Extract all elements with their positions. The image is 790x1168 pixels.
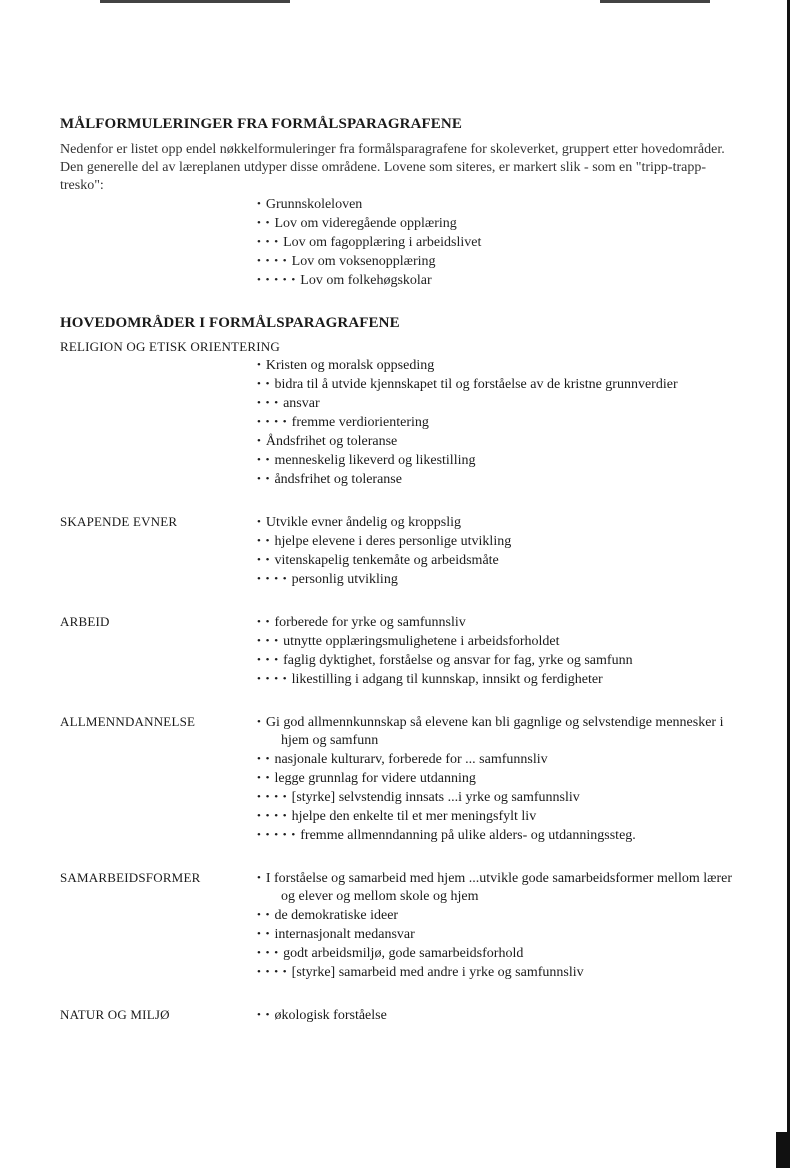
item-text: Lov om fagopplæring i arbeidslivet <box>283 235 482 250</box>
bullet-dots: • • • • <box>257 573 288 585</box>
item-text: økologisk forståelse <box>274 1008 387 1023</box>
bullet-dots: • <box>257 198 262 210</box>
item-text: Grunnskoleloven <box>265 197 363 212</box>
bullet-dots: • • • <box>257 947 280 959</box>
list-item <box>257 788 740 807</box>
bullet-dots: • • • • <box>257 255 288 267</box>
bullet-dots: • • • • • <box>257 829 297 841</box>
item-text: Lov om videregående opplæring <box>274 216 457 231</box>
bullet-dots: • • <box>257 772 271 784</box>
list-item <box>257 1006 740 1025</box>
area-item-list <box>257 1006 740 1025</box>
list-item <box>257 451 740 470</box>
area-item-list <box>257 869 740 982</box>
item-text: faglig dyktighet, forståelse og ansvar for fag, yrke og samfunn <box>283 653 633 668</box>
list-item <box>257 769 740 788</box>
area-item-list <box>257 713 740 845</box>
bullet-dots: • • • • <box>257 673 288 685</box>
item-text: fremme verdiorientering <box>291 415 429 430</box>
item-text: Kristen og moralsk oppseding <box>265 358 435 373</box>
list-item <box>257 925 740 944</box>
item-text: vitenskapelig tenkemåte og arbeidsmåte <box>274 553 499 568</box>
area-label: SKAPENDE EVNER <box>60 514 178 529</box>
bullet-dots: • • • <box>257 397 280 409</box>
item-text: likestilling i adgang til kunnskap, innsikt og ferdigheter <box>291 672 603 687</box>
bullet-dots: • • <box>257 454 271 466</box>
list-item <box>257 750 740 769</box>
list-item <box>257 271 740 290</box>
item-text: hjelpe elevene i deres personlige utvikling <box>274 534 512 549</box>
item-text: utnytte opplæringsmulighetene i arbeidsforholdet <box>283 634 560 649</box>
scan-corner-mark <box>776 1132 790 1168</box>
item-text: forberede for yrke og samfunnsliv <box>274 615 466 630</box>
list-item <box>257 375 740 394</box>
intro-paragraph: Nedenfor er listet opp endel nøkkelformuleringer fra formålsparagrafene for skoleverket, gruppert etter hovedområder. Den generelle del av læreplanen utdyper disse områdene. Lovene som siteres, er markert slik - som en "tripp-trapp-tresko": <box>60 142 725 193</box>
item-text: [styrke] selvstendig innsats ...i yrke og samfunnsliv <box>291 790 580 805</box>
bullet-dots: • • • • <box>257 966 288 978</box>
item-text: nasjonale kulturarv, forberede for ... samfunnsliv <box>274 752 548 767</box>
list-item <box>257 613 740 632</box>
item-text: Åndsfrihet og toleranse <box>265 434 398 449</box>
bullet-dots: • • • • <box>257 810 288 822</box>
bullet-dots: • • <box>257 753 271 765</box>
bullet-dots: • • <box>257 928 271 940</box>
section-title: HOVEDOMRÅDER I FORMÅLSPARAGRAFENE <box>60 315 400 331</box>
area-row <box>60 869 740 982</box>
item-text: fremme allmenndanning på ulike alders- og utdanningssteg. <box>300 828 636 843</box>
document-page <box>60 113 740 1025</box>
bullet-dots: • • • • • <box>257 274 297 286</box>
area-label: SAMARBEIDSFORMER <box>60 870 201 885</box>
bullet-dots: • • <box>257 616 271 628</box>
bullet-dots: • <box>257 516 262 528</box>
areas-container <box>60 513 740 1025</box>
list-item <box>257 869 740 906</box>
item-text: hjelpe den enkelte til et mer meningsfylt liv <box>291 809 537 824</box>
section-title: MÅLFORMULERINGER FRA FORMÅLSPARAGRAFENE <box>60 116 462 132</box>
bullet-dots: • • <box>257 217 271 229</box>
list-item <box>257 513 740 532</box>
area-label: RELIGION OG ETISK ORIENTERING <box>60 339 280 354</box>
list-item <box>257 413 740 432</box>
list-item <box>257 252 740 271</box>
area-label: NATUR OG MILJØ <box>60 1007 170 1022</box>
list-item <box>257 807 740 826</box>
item-text: I forståelse og samarbeid med hjem ...utvikle gode samarbeidsformer mellom lærer og elever og mellom skole og hjem <box>265 871 732 904</box>
bullet-dots: • <box>257 435 262 447</box>
list-item <box>257 906 740 925</box>
area-row <box>60 513 740 589</box>
bullet-dots: • • <box>257 535 271 547</box>
item-text: [styrke] samarbeid med andre i yrke og samfunnsliv <box>291 965 584 980</box>
item-text: Utvikle evner åndelig og kroppslig <box>265 515 462 530</box>
list-item <box>257 432 740 451</box>
item-text: ansvar <box>283 396 320 411</box>
bullet-dots: • • <box>257 473 271 485</box>
area-row <box>60 1006 740 1025</box>
area-row <box>60 713 740 845</box>
list-item <box>257 551 740 570</box>
list-item <box>257 233 740 252</box>
bullet-dots: • <box>257 872 262 884</box>
list-item <box>257 394 740 413</box>
list-item <box>257 532 740 551</box>
bullet-dots: • • • <box>257 654 280 666</box>
area-label: ARBEID <box>60 614 110 629</box>
bullet-dots: • • • <box>257 635 280 647</box>
list-item <box>257 944 740 963</box>
list-item <box>257 632 740 651</box>
item-text: godt arbeidsmiljø, gode samarbeidsforhold <box>283 946 524 961</box>
bullet-dots: • • <box>257 554 271 566</box>
item-text: Lov om voksenopplæring <box>291 254 436 269</box>
item-text: Gi god allmennkunnskap så elevene kan bli gagnlige og selvstendige mennesker i hjem og samfunn <box>265 715 724 748</box>
item-text: åndsfrihet og toleranse <box>274 472 402 487</box>
bullet-dots: • • • • <box>257 416 288 428</box>
area-item-list <box>257 513 740 589</box>
item-text: bidra til å utvide kjennskapet til og forståelse av de kristne grunnverdier <box>274 377 678 392</box>
item-text: personlig utvikling <box>291 572 398 587</box>
item-text: menneskelig likeverd og likestilling <box>274 453 476 468</box>
item-text: internasjonalt medansvar <box>274 927 415 942</box>
list-item <box>257 570 740 589</box>
item-text: Lov om folkehøgskolar <box>300 273 432 288</box>
list-item <box>257 356 740 375</box>
law-legend-list <box>60 195 740 290</box>
scan-edge-mark <box>600 0 710 3</box>
scan-edge-mark <box>100 0 290 3</box>
area-label: ALLMENNDANNELSE <box>60 714 196 729</box>
bullet-dots: • • • <box>257 236 280 248</box>
list-item <box>257 214 740 233</box>
bullet-dots: • • • • <box>257 791 288 803</box>
area-item-list <box>60 356 740 489</box>
list-item <box>257 713 740 750</box>
list-item <box>257 470 740 489</box>
list-item <box>257 963 740 982</box>
item-text: de demokratiske ideer <box>274 908 399 923</box>
bullet-dots: • <box>257 359 262 371</box>
list-item <box>257 651 740 670</box>
area-item-list <box>257 613 740 689</box>
area-row <box>60 613 740 689</box>
item-text: legge grunnlag for videre utdanning <box>274 771 476 786</box>
bullet-dots: • <box>257 716 262 728</box>
bullet-dots: • • <box>257 378 271 390</box>
bullet-dots: • • <box>257 909 271 921</box>
list-item <box>257 195 740 214</box>
list-item <box>257 826 740 845</box>
bullet-dots: • • <box>257 1009 271 1021</box>
list-item <box>257 670 740 689</box>
